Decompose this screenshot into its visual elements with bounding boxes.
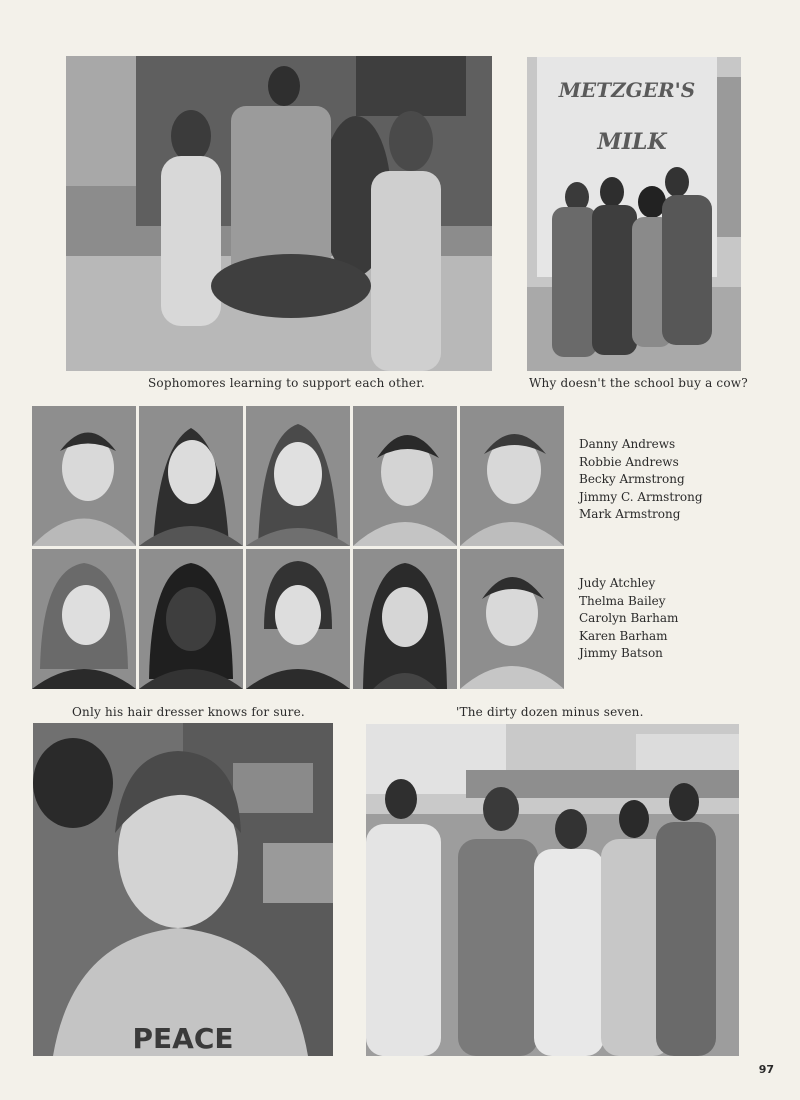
portrait-danny-andrews: [32, 406, 136, 546]
name-entry: Thelma Bailey: [579, 593, 666, 608]
dirty-dozen-photo: [366, 724, 739, 1056]
dirty-dozen-caption: 'The dirty dozen minus seven.: [456, 705, 644, 719]
portrait-becky-armstrong: [246, 406, 350, 546]
shirt-text: PEACE: [132, 1022, 234, 1055]
portrait-jimmy-batson: [460, 549, 564, 689]
name-entry: Carolyn Barham: [579, 611, 679, 625]
truck-sign-line1: METZGER'S: [558, 78, 696, 102]
cow-caption: Why doesn't the school buy a cow?: [529, 376, 748, 390]
hair-dresser-photo: [33, 723, 333, 1056]
page-number: 97: [758, 1063, 774, 1076]
name-entry: Judy Atchley: [579, 576, 656, 590]
name-entry: Danny Andrews: [579, 437, 676, 451]
portrait-carolyn-barham: [246, 549, 350, 689]
name-entry: Karen Barham: [579, 628, 668, 643]
sophomores-photo: [66, 56, 492, 371]
name-entry: Robbie Andrews: [579, 454, 679, 469]
portrait-judy-atchley: [32, 549, 136, 689]
portrait-jimmy-c-armstrong: [353, 406, 457, 546]
name-list-row-2: [579, 575, 678, 663]
hair-dresser-caption: Only his hair dresser knows for sure.: [72, 705, 305, 719]
portrait-robbie-andrews: [139, 406, 243, 546]
milk-truck-photo: [527, 57, 741, 371]
name-entry: Jimmy C. Armstrong: [579, 489, 703, 504]
portrait-thelma-bailey: [139, 549, 243, 689]
portrait-mark-armstrong: [460, 406, 564, 546]
truck-sign-line2: MILK: [597, 129, 667, 155]
name-entry: Becky Armstrong: [579, 472, 685, 486]
sophomores-caption: Sophomores learning to support each other.: [148, 376, 425, 390]
name-entry: Mark Armstrong: [579, 507, 681, 521]
name-list-row-1: [579, 436, 703, 524]
name-entry: Jimmy Batson: [579, 646, 663, 660]
portrait-karen-barham: [353, 549, 457, 689]
